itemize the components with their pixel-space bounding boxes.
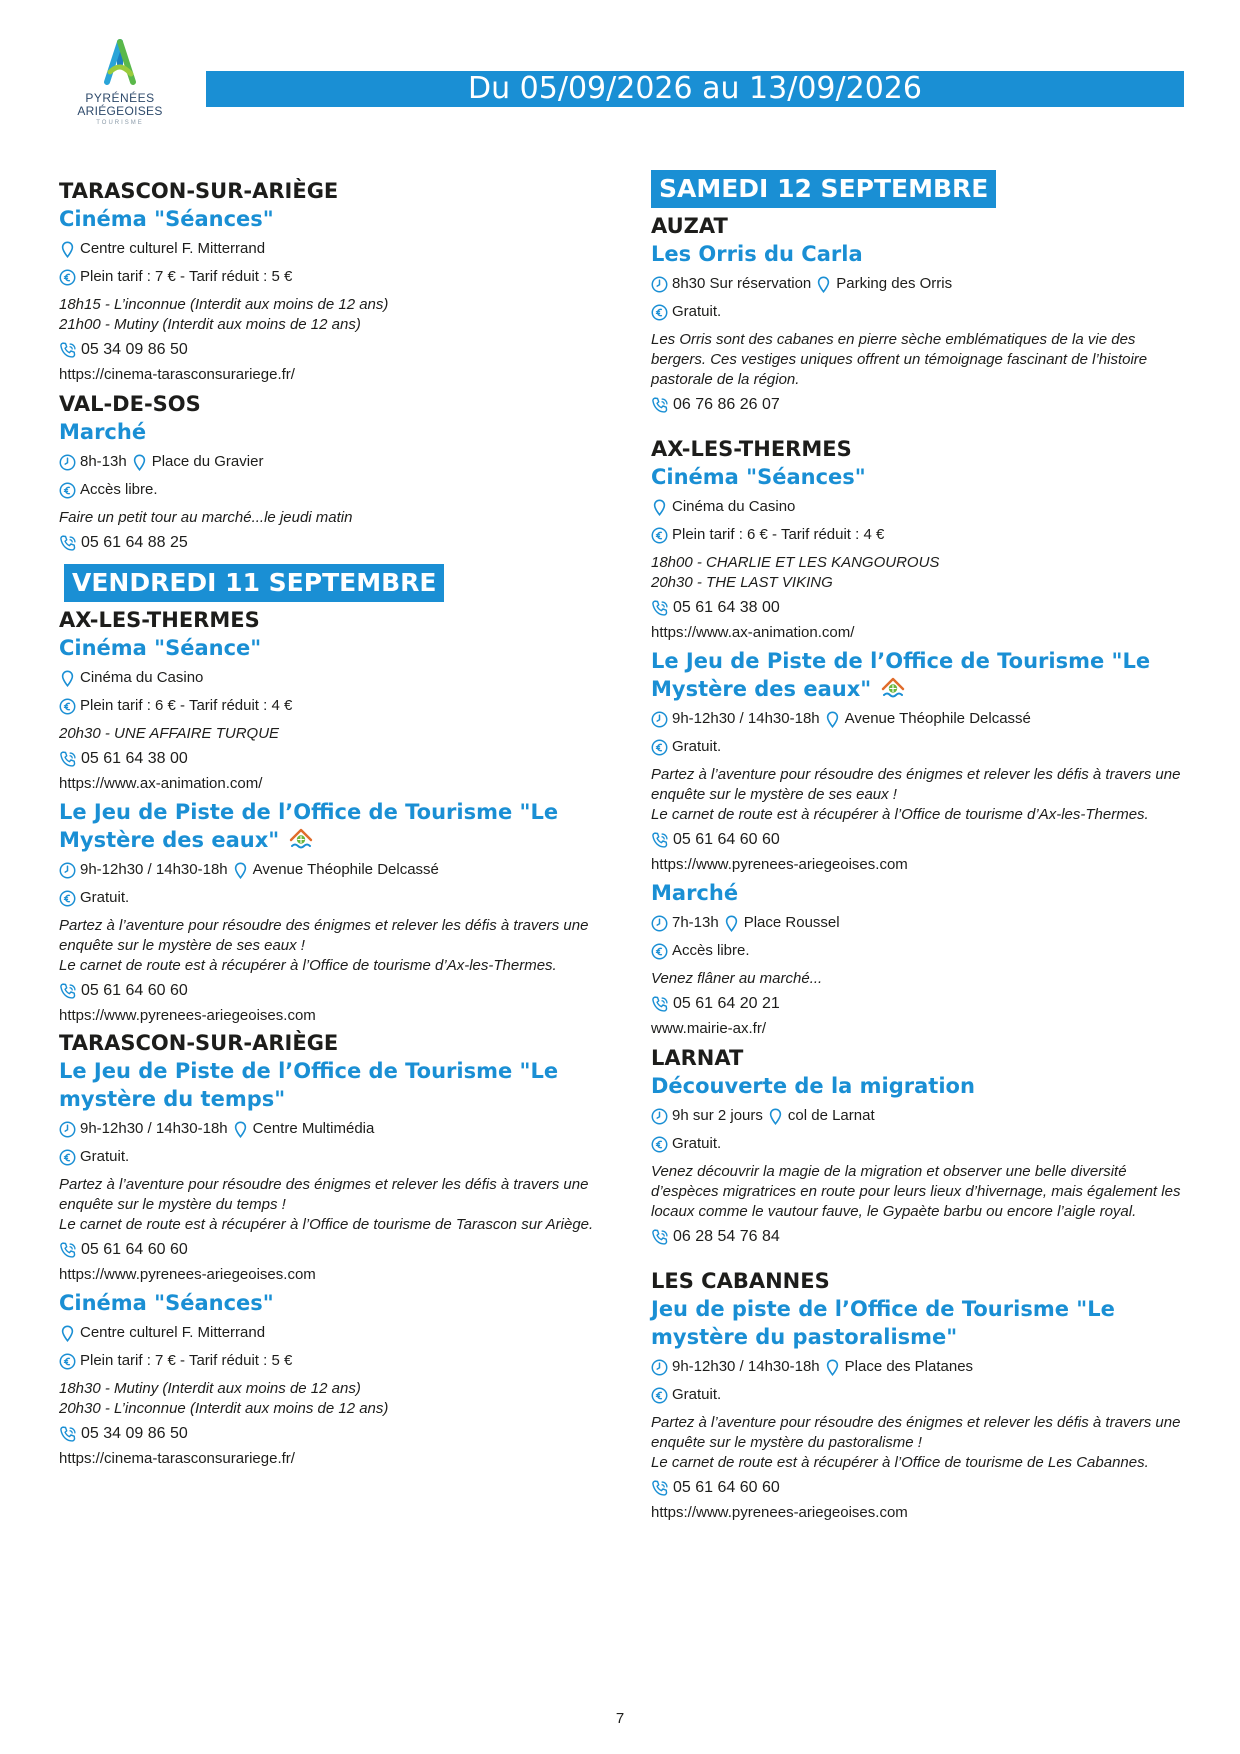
description-line: 18h15 - L’inconnue (Interdit aux moins de 12 ans) xyxy=(59,296,389,313)
phone-icon xyxy=(651,831,670,850)
event-price: Plein tarif : 7 € - Tarif réduit : 5 € xyxy=(80,1352,293,1369)
clock-icon xyxy=(651,711,668,728)
phone-icon xyxy=(59,1241,78,1260)
event-price-row xyxy=(59,696,599,716)
event-phone[interactable]: 05 61 64 60 60 xyxy=(673,831,780,848)
event-time-row xyxy=(651,1106,1191,1126)
location-pin-icon xyxy=(651,499,668,516)
event-location-row xyxy=(59,1323,599,1343)
clock-icon xyxy=(651,276,668,293)
event-title: Cinéma "Séances" xyxy=(651,465,866,489)
location-pin-icon xyxy=(723,915,740,932)
event-description: Les Orris sont des cabanes en pierre sèche emblématiques de la vie des bergers. Ces vestiges uniques offrent un témoignage fascinant de l’histoire pastorale de la région. xyxy=(651,331,1148,388)
event-phone-row xyxy=(59,1239,599,1261)
description-line: Partez à l’aventure pour résoudre des énigmes et relever les défis à travers une enquête sur le mystère de ses eaux ! xyxy=(59,917,589,954)
town-name: LARNAT xyxy=(651,1046,744,1070)
event-block xyxy=(651,879,1191,1039)
event-phone[interactable]: 05 34 09 86 50 xyxy=(81,341,188,358)
event-block xyxy=(59,1289,599,1469)
logo-mark-icon xyxy=(100,38,140,90)
description-line: 21h00 - Mutiny (Interdit aux moins de 12 ans) xyxy=(59,316,361,333)
event-description xyxy=(651,553,1191,593)
event-description: 20h30 - UNE AFFAIRE TURQUE xyxy=(59,725,280,742)
event-description xyxy=(651,1413,1191,1473)
event-place: Place des Platanes xyxy=(844,1358,974,1375)
clock-icon xyxy=(651,1108,668,1125)
event-price-row xyxy=(59,267,599,287)
event-price-row xyxy=(651,302,1191,322)
event-price-row xyxy=(651,737,1191,757)
phone-icon xyxy=(651,396,670,415)
event-block xyxy=(651,436,1191,643)
clock-icon xyxy=(59,454,76,471)
event-price: Gratuit. xyxy=(672,1135,722,1152)
event-location-row xyxy=(59,668,599,688)
treasure-hunt-icon xyxy=(289,827,313,849)
location-pin-icon xyxy=(824,1359,841,1376)
event-place: Avenue Théophile Delcassé xyxy=(844,710,1031,727)
event-description: Venez flâner au marché... xyxy=(651,970,823,987)
event-phone-row xyxy=(651,394,1191,416)
event-title: Cinéma "Séances" xyxy=(59,1291,274,1315)
euro-icon xyxy=(59,1353,76,1370)
description-line: 18h00 - CHARLIE ET LES KANGOUROUS xyxy=(651,554,940,571)
event-price: Plein tarif : 6 € - Tarif réduit : 4 € xyxy=(80,697,293,714)
euro-icon xyxy=(59,890,76,907)
event-title-text: Le Jeu de Piste de l’Office de Tourisme "Le Mystère des eaux" xyxy=(59,800,559,852)
day-heading: SAMEDI 12 SEPTEMBRE xyxy=(651,170,996,208)
event-url[interactable]: https://www.pyrenees-ariegeoises.com xyxy=(651,1504,908,1521)
event-description xyxy=(59,916,599,976)
event-url[interactable]: https://www.pyrenees-ariegeoises.com xyxy=(59,1007,316,1024)
event-title xyxy=(59,798,599,854)
phone-icon xyxy=(59,341,78,360)
event-time: 9h-12h30 / 14h30-18h xyxy=(80,861,228,878)
event-phone-row xyxy=(651,993,1191,1015)
event-phone-row xyxy=(651,829,1191,851)
event-block xyxy=(59,391,599,554)
event-phone-row xyxy=(651,597,1191,619)
logo-line-3: TOURISME xyxy=(96,120,144,126)
location-pin-icon xyxy=(131,454,148,471)
event-url[interactable]: https://cinema-tarasconsurariege.fr/ xyxy=(59,1450,295,1467)
event-phone[interactable]: 05 61 64 88 25 xyxy=(81,534,188,551)
town-name: VAL-DE-SOS xyxy=(59,392,201,416)
location-pin-icon xyxy=(767,1108,784,1125)
event-block xyxy=(59,1030,599,1285)
town-name: AUZAT xyxy=(651,214,728,238)
event-url[interactable]: https://cinema-tarasconsurariege.fr/ xyxy=(59,366,295,383)
description-line: Le carnet de route est à récupérer à l’Office de tourisme de Les Cabannes. xyxy=(651,1454,1149,1471)
event-place: Centre Multimédia xyxy=(252,1120,375,1137)
event-price: Plein tarif : 6 € - Tarif réduit : 4 € xyxy=(672,526,885,543)
event-time-row xyxy=(59,452,599,472)
location-pin-icon xyxy=(232,862,249,879)
brand-logo xyxy=(70,38,170,128)
event-url[interactable]: https://www.ax-animation.com/ xyxy=(59,775,263,792)
event-location-row xyxy=(59,239,599,259)
euro-icon xyxy=(651,1136,668,1153)
event-price-row xyxy=(59,480,599,500)
phone-icon xyxy=(651,1228,670,1247)
event-place: Cinéma du Casino xyxy=(80,669,204,686)
euro-icon xyxy=(651,739,668,756)
event-description xyxy=(651,765,1191,825)
phone-icon xyxy=(59,1425,78,1444)
event-title: Marché xyxy=(59,420,147,444)
event-price: Gratuit. xyxy=(80,889,130,906)
description-line: 18h30 - Mutiny (Interdit aux moins de 12 ans) xyxy=(59,1380,361,1397)
euro-icon xyxy=(651,304,668,321)
event-block xyxy=(651,1268,1191,1523)
description-line: 20h30 - L’inconnue (Interdit aux moins de 12 ans) xyxy=(59,1400,389,1417)
event-phone-row xyxy=(59,532,599,554)
day-heading: VENDREDI 11 SEPTEMBRE xyxy=(64,564,444,602)
phone-icon xyxy=(59,750,78,769)
town-name: AX-LES-THERMES xyxy=(651,437,852,461)
event-phone-row xyxy=(59,980,599,1002)
event-price: Accès libre. xyxy=(672,942,750,959)
event-price: Plein tarif : 7 € - Tarif réduit : 5 € xyxy=(80,268,293,285)
phone-icon xyxy=(59,534,78,553)
event-phone-row xyxy=(651,1226,1191,1248)
phone-icon xyxy=(651,599,670,618)
phone-icon xyxy=(651,995,670,1014)
location-pin-icon xyxy=(232,1121,249,1138)
event-price: Gratuit. xyxy=(672,1386,722,1403)
euro-icon xyxy=(651,943,668,960)
event-place: Place Roussel xyxy=(743,914,840,931)
event-phone[interactable]: 06 76 86 26 07 xyxy=(673,396,780,413)
event-description xyxy=(59,1175,599,1235)
event-time-row xyxy=(651,1357,1191,1377)
event-price: Gratuit. xyxy=(672,303,722,320)
logo-line-1: PYRÉNÉES xyxy=(85,91,155,105)
event-url[interactable]: https://www.pyrenees-ariegeoises.com xyxy=(59,1266,316,1283)
event-location-row xyxy=(651,497,1191,517)
event-phone[interactable]: 05 61 64 38 00 xyxy=(673,599,780,616)
description-line: Partez à l’aventure pour résoudre des énigmes et relever les défis à travers une enquête sur le mystère de ses eaux ! xyxy=(651,766,1181,803)
town-name: TARASCON-SUR-ARIÈGE xyxy=(59,179,339,203)
event-url[interactable]: https://www.pyrenees-ariegeoises.com xyxy=(651,856,908,873)
event-time: 8h-13h xyxy=(80,453,127,470)
description-line: Le carnet de route est à récupérer à l’Office de tourisme de Tarascon sur Ariège. xyxy=(59,1216,594,1233)
event-price-row xyxy=(59,1351,599,1371)
event-time: 9h-12h30 / 14h30-18h xyxy=(672,1358,820,1375)
event-phone[interactable]: 05 61 64 20 21 xyxy=(673,995,780,1012)
euro-icon xyxy=(59,482,76,499)
event-block xyxy=(651,647,1191,875)
event-place: Place du Gravier xyxy=(151,453,264,470)
event-price-row xyxy=(59,888,599,908)
event-phone[interactable]: 05 61 64 60 60 xyxy=(81,982,188,999)
event-title-text: Le Jeu de Piste de l’Office de Tourisme "Le Mystère des eaux" xyxy=(651,649,1151,701)
euro-icon xyxy=(59,698,76,715)
event-price: Gratuit. xyxy=(80,1148,130,1165)
right-column xyxy=(651,170,1191,1527)
event-title: Marché xyxy=(651,881,739,905)
event-place: col de Larnat xyxy=(787,1107,875,1124)
description-line: Le carnet de route est à récupérer à l’Office de tourisme d’Ax-les-Thermes. xyxy=(59,957,557,974)
event-block xyxy=(651,1045,1191,1248)
phone-icon xyxy=(59,982,78,1001)
description-line: Le carnet de route est à récupérer à l’Office de tourisme d’Ax-les-Thermes. xyxy=(651,806,1149,823)
event-time-row xyxy=(651,274,1191,294)
description-line: 20h30 - THE LAST VIKING xyxy=(651,574,833,591)
event-place: Avenue Théophile Delcassé xyxy=(252,861,439,878)
description-line: Partez à l’aventure pour résoudre des énigmes et relever les défis à travers une enquête sur le mystère du pastoralisme ! xyxy=(651,1414,1181,1451)
event-time: 9h-12h30 / 14h30-18h xyxy=(672,710,820,727)
location-pin-icon xyxy=(815,276,832,293)
event-title xyxy=(651,647,1191,703)
event-description xyxy=(59,295,599,335)
event-price: Accès libre. xyxy=(80,481,158,498)
event-description xyxy=(59,1379,599,1419)
location-pin-icon xyxy=(824,711,841,728)
event-title: Cinéma "Séance" xyxy=(59,636,262,660)
event-block xyxy=(651,213,1191,416)
event-title: Découverte de la migration xyxy=(651,1074,975,1098)
event-title: Le Jeu de Piste de l’Office de Tourisme "Le mystère du temps" xyxy=(59,1059,559,1111)
event-time-row xyxy=(651,913,1191,933)
euro-icon xyxy=(651,1387,668,1404)
event-time: 7h-13h xyxy=(672,914,719,931)
event-phone[interactable]: 05 61 64 60 60 xyxy=(81,1241,188,1258)
treasure-hunt-icon xyxy=(881,676,905,698)
town-name: AX-LES-THERMES xyxy=(59,608,260,632)
event-block xyxy=(59,798,599,1026)
clock-icon xyxy=(59,862,76,879)
page-number: 7 xyxy=(615,1710,625,1727)
event-url[interactable]: www.mairie-ax.fr/ xyxy=(651,1020,767,1037)
town-name: TARASCON-SUR-ARIÈGE xyxy=(59,1031,339,1055)
event-title: Cinéma "Séances" xyxy=(59,207,274,231)
event-time-row xyxy=(59,1119,599,1139)
event-description: Venez découvrir la magie de la migration et observer une belle diversité d’espèces migratrices en route pour leurs lieux d’hivernage, mais également les locaux comme le vautour fauve, le Gypaète barbu ou encore l’aigle royal. xyxy=(651,1163,1181,1220)
location-pin-icon xyxy=(59,1325,76,1342)
description-line: Partez à l’aventure pour résoudre des énigmes et relever les défis à travers une enquête sur le mystère du temps ! xyxy=(59,1176,589,1213)
event-place: Centre culturel F. Mitterrand xyxy=(80,240,266,257)
event-title: Jeu de piste de l’Office de Tourisme "Le mystère du pastoralisme" xyxy=(651,1297,1115,1349)
event-block xyxy=(59,607,599,794)
event-place: Parking des Orris xyxy=(836,275,953,292)
event-price-row xyxy=(59,1147,599,1167)
phone-icon xyxy=(651,1479,670,1498)
town-name: LES CABANNES xyxy=(651,1269,830,1293)
event-time: 9h sur 2 jours xyxy=(672,1107,763,1124)
logo-line-2: ARIÉGEOISES xyxy=(77,104,163,118)
clock-icon xyxy=(651,915,668,932)
event-price-row xyxy=(651,1385,1191,1405)
euro-icon xyxy=(59,1149,76,1166)
event-time-row xyxy=(59,860,599,880)
clock-icon xyxy=(651,1359,668,1376)
event-time-row xyxy=(651,709,1191,729)
event-phone-row xyxy=(59,1423,599,1445)
event-phone[interactable]: 05 61 64 38 00 xyxy=(81,750,188,767)
event-title: Les Orris du Carla xyxy=(651,242,863,266)
event-phone-row xyxy=(651,1477,1191,1499)
event-url[interactable]: https://www.ax-animation.com/ xyxy=(651,624,855,641)
event-time: 8h30 Sur réservation xyxy=(672,275,812,292)
event-place: Centre culturel F. Mitterrand xyxy=(80,1324,266,1341)
euro-icon xyxy=(59,269,76,286)
event-time: 9h-12h30 / 14h30-18h xyxy=(80,1120,228,1137)
location-pin-icon xyxy=(59,670,76,687)
clock-icon xyxy=(59,1121,76,1138)
event-phone-row xyxy=(59,748,599,770)
event-phone[interactable]: 05 34 09 86 50 xyxy=(81,1425,188,1442)
left-column xyxy=(59,178,599,1473)
event-price-row xyxy=(651,1134,1191,1154)
event-block xyxy=(59,178,599,385)
euro-icon xyxy=(651,527,668,544)
location-pin-icon xyxy=(59,241,76,258)
event-phone[interactable]: 05 61 64 60 60 xyxy=(673,1479,780,1496)
event-phone[interactable]: 06 28 54 76 84 xyxy=(673,1228,780,1245)
event-price: Gratuit. xyxy=(672,738,722,755)
event-phone-row xyxy=(59,339,599,361)
event-price-row xyxy=(651,941,1191,961)
event-place: Cinéma du Casino xyxy=(672,498,796,515)
event-description: Faire un petit tour au marché...le jeudi matin xyxy=(59,509,353,526)
event-price-row xyxy=(651,525,1191,545)
date-range-banner: Du 05/09/2026 au 13/09/2026 xyxy=(206,71,1184,107)
